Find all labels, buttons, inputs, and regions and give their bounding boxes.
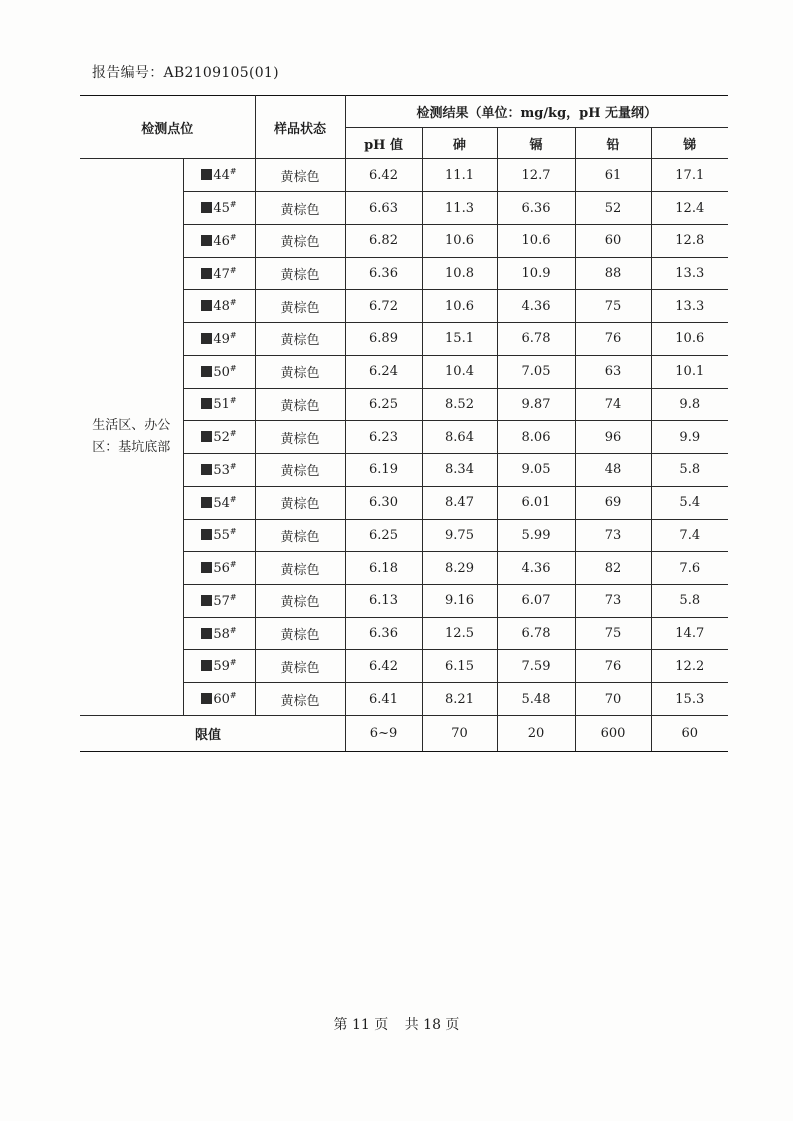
location-area-line1: 生活区、办公 — [92, 418, 171, 434]
lead-value: 76 — [575, 323, 651, 356]
sample-point-id: 55 — [213, 528, 230, 544]
antimony-value: 9.8 — [651, 388, 728, 421]
limit-cadmium-value: 20 — [497, 715, 575, 751]
page-total: 共 18 页 — [404, 1017, 460, 1033]
filled-square-icon — [201, 431, 212, 442]
arsenic-value: 11.3 — [422, 192, 497, 225]
sample-point-id: 54 — [213, 495, 230, 511]
location-area — [80, 159, 183, 715]
sample-state-cell: 黄棕色 — [255, 421, 345, 454]
lead-value: 75 — [575, 290, 651, 323]
sample-state-cell: 黄棕色 — [255, 617, 345, 650]
antimony-value: 10.1 — [651, 355, 728, 388]
lead-value: 96 — [575, 421, 651, 454]
sample-state-cell: 黄棕色 — [255, 355, 345, 388]
report-number — [92, 62, 279, 82]
sample-point-cell — [183, 323, 255, 356]
results-table — [80, 95, 728, 752]
report-number-value: AB2109105(01) — [163, 65, 279, 81]
sample-point-cell — [183, 192, 255, 225]
arsenic-value: 10.6 — [422, 224, 497, 257]
sample-point-id: 56 — [213, 561, 230, 577]
sample-point-mark: # — [229, 232, 237, 242]
filled-square-icon — [201, 268, 212, 279]
cadmium-value: 4.36 — [497, 552, 575, 585]
filled-square-icon — [201, 169, 212, 180]
ph-value: 6.23 — [345, 421, 422, 454]
antimony-value: 5.4 — [651, 486, 728, 519]
header-location: 检测点位 — [80, 96, 255, 159]
sample-point-cell — [183, 584, 255, 617]
cadmium-value: 7.59 — [497, 650, 575, 683]
arsenic-value: 8.64 — [422, 421, 497, 454]
lead-value: 73 — [575, 584, 651, 617]
cadmium-value: 6.07 — [497, 584, 575, 617]
sample-point-mark: # — [229, 363, 237, 373]
arsenic-value: 8.34 — [422, 454, 497, 487]
sample-state-cell: 黄棕色 — [255, 224, 345, 257]
lead-value: 52 — [575, 192, 651, 225]
antimony-value: 5.8 — [651, 584, 728, 617]
sample-point-cell — [183, 257, 255, 290]
limit-ph-value: 6~9 — [345, 715, 422, 751]
sample-point-id: 51 — [213, 397, 230, 413]
sample-state-cell: 黄棕色 — [255, 192, 345, 225]
lead-value: 76 — [575, 650, 651, 683]
limit-label — [80, 715, 345, 751]
cadmium-value: 5.99 — [497, 519, 575, 552]
sample-point-mark: # — [229, 625, 237, 635]
arsenic-value: 15.1 — [422, 323, 497, 356]
header-sample-state: 样品状态 — [255, 96, 345, 159]
header-cadmium: 镉 — [497, 127, 575, 159]
arsenic-value: 9.16 — [422, 584, 497, 617]
sample-point-cell — [183, 650, 255, 683]
cadmium-value: 10.9 — [497, 257, 575, 290]
sample-state-cell: 黄棕色 — [255, 486, 345, 519]
filled-square-icon — [201, 595, 212, 606]
antimony-value: 17.1 — [651, 159, 728, 192]
ph-value: 6.72 — [345, 290, 422, 323]
sample-state-cell: 黄棕色 — [255, 552, 345, 585]
arsenic-value: 10.4 — [422, 355, 497, 388]
antimony-value: 12.4 — [651, 192, 728, 225]
filled-square-icon — [201, 398, 212, 409]
sample-point-id: 59 — [213, 659, 230, 675]
sample-point-cell — [183, 355, 255, 388]
sample-point-mark: # — [229, 658, 237, 668]
header-antimony: 锑 — [651, 127, 728, 159]
limit-label-text: 限值 — [195, 727, 222, 743]
filled-square-icon — [201, 660, 212, 671]
sample-point-mark: # — [229, 298, 237, 308]
lead-value: 70 — [575, 683, 651, 716]
sample-point-id: 45 — [213, 201, 230, 217]
sample-point-id: 57 — [213, 593, 230, 609]
lead-value: 69 — [575, 486, 651, 519]
ph-value: 6.24 — [345, 355, 422, 388]
ph-value: 6.36 — [345, 257, 422, 290]
sample-point-mark: # — [229, 560, 237, 570]
sample-state-cell: 黄棕色 — [255, 388, 345, 421]
sample-state-cell: 黄棕色 — [255, 290, 345, 323]
sample-point-mark: # — [229, 494, 237, 504]
sample-state-cell: 黄棕色 — [255, 159, 345, 192]
filled-square-icon — [201, 333, 212, 344]
filled-square-icon — [201, 300, 212, 311]
cadmium-value: 12.7 — [497, 159, 575, 192]
sample-point-mark: # — [229, 265, 237, 275]
cadmium-value: 6.36 — [497, 192, 575, 225]
sample-point-id: 44 — [213, 168, 230, 184]
sample-point-mark: # — [229, 691, 237, 701]
sample-state-cell: 黄棕色 — [255, 257, 345, 290]
lead-value: 60 — [575, 224, 651, 257]
sample-point-mark: # — [229, 200, 237, 210]
filled-square-icon — [201, 562, 212, 573]
sample-point-cell — [183, 519, 255, 552]
sample-point-mark: # — [229, 396, 237, 406]
sample-point-id: 49 — [213, 331, 230, 347]
ph-value: 6.19 — [345, 454, 422, 487]
page-number: 第 11 页 — [333, 1017, 389, 1033]
sample-point-id: 58 — [213, 626, 230, 642]
lead-value: 82 — [575, 552, 651, 585]
cadmium-value: 5.48 — [497, 683, 575, 716]
sample-point-id: 60 — [213, 692, 230, 708]
sample-point-cell — [183, 290, 255, 323]
limit-arsenic-value: 70 — [422, 715, 497, 751]
ph-value: 6.30 — [345, 486, 422, 519]
sample-point-id: 53 — [213, 462, 230, 478]
table-row — [80, 159, 728, 192]
filled-square-icon — [201, 235, 212, 246]
arsenic-value: 11.1 — [422, 159, 497, 192]
sample-state-cell: 黄棕色 — [255, 519, 345, 552]
ph-value: 6.41 — [345, 683, 422, 716]
cadmium-value: 9.05 — [497, 454, 575, 487]
arsenic-value: 10.6 — [422, 290, 497, 323]
arsenic-value: 9.75 — [422, 519, 497, 552]
arsenic-value: 8.21 — [422, 683, 497, 716]
ph-value: 6.42 — [345, 650, 422, 683]
sample-point-mark: # — [229, 592, 237, 602]
location-area-line2: 区：基坑底部 — [92, 440, 171, 456]
antimony-value: 9.9 — [651, 421, 728, 454]
antimony-value: 7.6 — [651, 552, 728, 585]
sample-point-id: 48 — [213, 299, 230, 315]
antimony-value: 15.3 — [651, 683, 728, 716]
filled-square-icon — [201, 464, 212, 475]
cadmium-value: 10.6 — [497, 224, 575, 257]
sample-point-cell — [183, 486, 255, 519]
header-ph: pH 值 — [345, 127, 422, 159]
sample-point-cell — [183, 224, 255, 257]
arsenic-value: 10.8 — [422, 257, 497, 290]
sample-point-cell — [183, 159, 255, 192]
arsenic-value: 6.15 — [422, 650, 497, 683]
sample-point-id: 52 — [213, 430, 230, 446]
antimony-value: 14.7 — [651, 617, 728, 650]
sample-point-cell — [183, 454, 255, 487]
ph-value: 6.25 — [345, 519, 422, 552]
cadmium-value: 7.05 — [497, 355, 575, 388]
lead-value: 74 — [575, 388, 651, 421]
sample-point-mark: # — [229, 527, 237, 537]
filled-square-icon — [201, 628, 212, 639]
lead-value: 75 — [575, 617, 651, 650]
sample-point-id: 47 — [213, 266, 230, 282]
ph-value: 6.25 — [345, 388, 422, 421]
sample-point-mark: # — [229, 330, 237, 340]
arsenic-value: 8.47 — [422, 486, 497, 519]
sample-point-cell — [183, 683, 255, 716]
filled-square-icon — [201, 497, 212, 508]
ph-value: 6.63 — [345, 192, 422, 225]
ph-value: 6.13 — [345, 584, 422, 617]
lead-value: 88 — [575, 257, 651, 290]
antimony-value: 7.4 — [651, 519, 728, 552]
header-lead: 铅 — [575, 127, 651, 159]
cadmium-value: 8.06 — [497, 421, 575, 454]
filled-square-icon — [201, 202, 212, 213]
cadmium-value: 9.87 — [497, 388, 575, 421]
ph-value: 6.89 — [345, 323, 422, 356]
sample-state-cell: 黄棕色 — [255, 650, 345, 683]
sample-point-cell — [183, 552, 255, 585]
arsenic-value: 8.52 — [422, 388, 497, 421]
antimony-value: 12.2 — [651, 650, 728, 683]
antimony-value: 13.3 — [651, 257, 728, 290]
sample-state-cell: 黄棕色 — [255, 323, 345, 356]
sample-point-mark: # — [229, 461, 237, 471]
lead-value: 63 — [575, 355, 651, 388]
cadmium-value: 6.78 — [497, 617, 575, 650]
report-number-label: 报告编号： — [92, 65, 164, 81]
sample-state-cell: 黄棕色 — [255, 683, 345, 716]
antimony-value: 12.8 — [651, 224, 728, 257]
sample-point-mark: # — [229, 429, 237, 439]
sample-point-id: 50 — [213, 364, 230, 380]
header-arsenic: 砷 — [422, 127, 497, 159]
limit-lead-value: 600 — [575, 715, 651, 751]
header-results: 检测结果（单位：mg/kg，pH 无量纲） — [345, 96, 728, 128]
limit-antimony-value: 60 — [651, 715, 728, 751]
sample-point-cell — [183, 617, 255, 650]
filled-square-icon — [201, 529, 212, 540]
antimony-value: 5.8 — [651, 454, 728, 487]
antimony-value: 13.3 — [651, 290, 728, 323]
filled-square-icon — [201, 366, 212, 377]
cadmium-value: 4.36 — [497, 290, 575, 323]
sample-point-cell — [183, 421, 255, 454]
cadmium-value: 6.01 — [497, 486, 575, 519]
ph-value: 6.18 — [345, 552, 422, 585]
antimony-value: 10.6 — [651, 323, 728, 356]
page-footer — [0, 1014, 793, 1034]
lead-value: 61 — [575, 159, 651, 192]
sample-state-cell: 黄棕色 — [255, 454, 345, 487]
sample-point-cell — [183, 388, 255, 421]
limit-row — [80, 715, 728, 751]
sample-point-mark: # — [229, 167, 237, 177]
arsenic-value: 8.29 — [422, 552, 497, 585]
ph-value: 6.42 — [345, 159, 422, 192]
lead-value: 73 — [575, 519, 651, 552]
arsenic-value: 12.5 — [422, 617, 497, 650]
filled-square-icon — [201, 693, 212, 704]
ph-value: 6.36 — [345, 617, 422, 650]
ph-value: 6.82 — [345, 224, 422, 257]
sample-state-cell: 黄棕色 — [255, 584, 345, 617]
cadmium-value: 6.78 — [497, 323, 575, 356]
sample-point-id: 46 — [213, 233, 230, 249]
lead-value: 48 — [575, 454, 651, 487]
